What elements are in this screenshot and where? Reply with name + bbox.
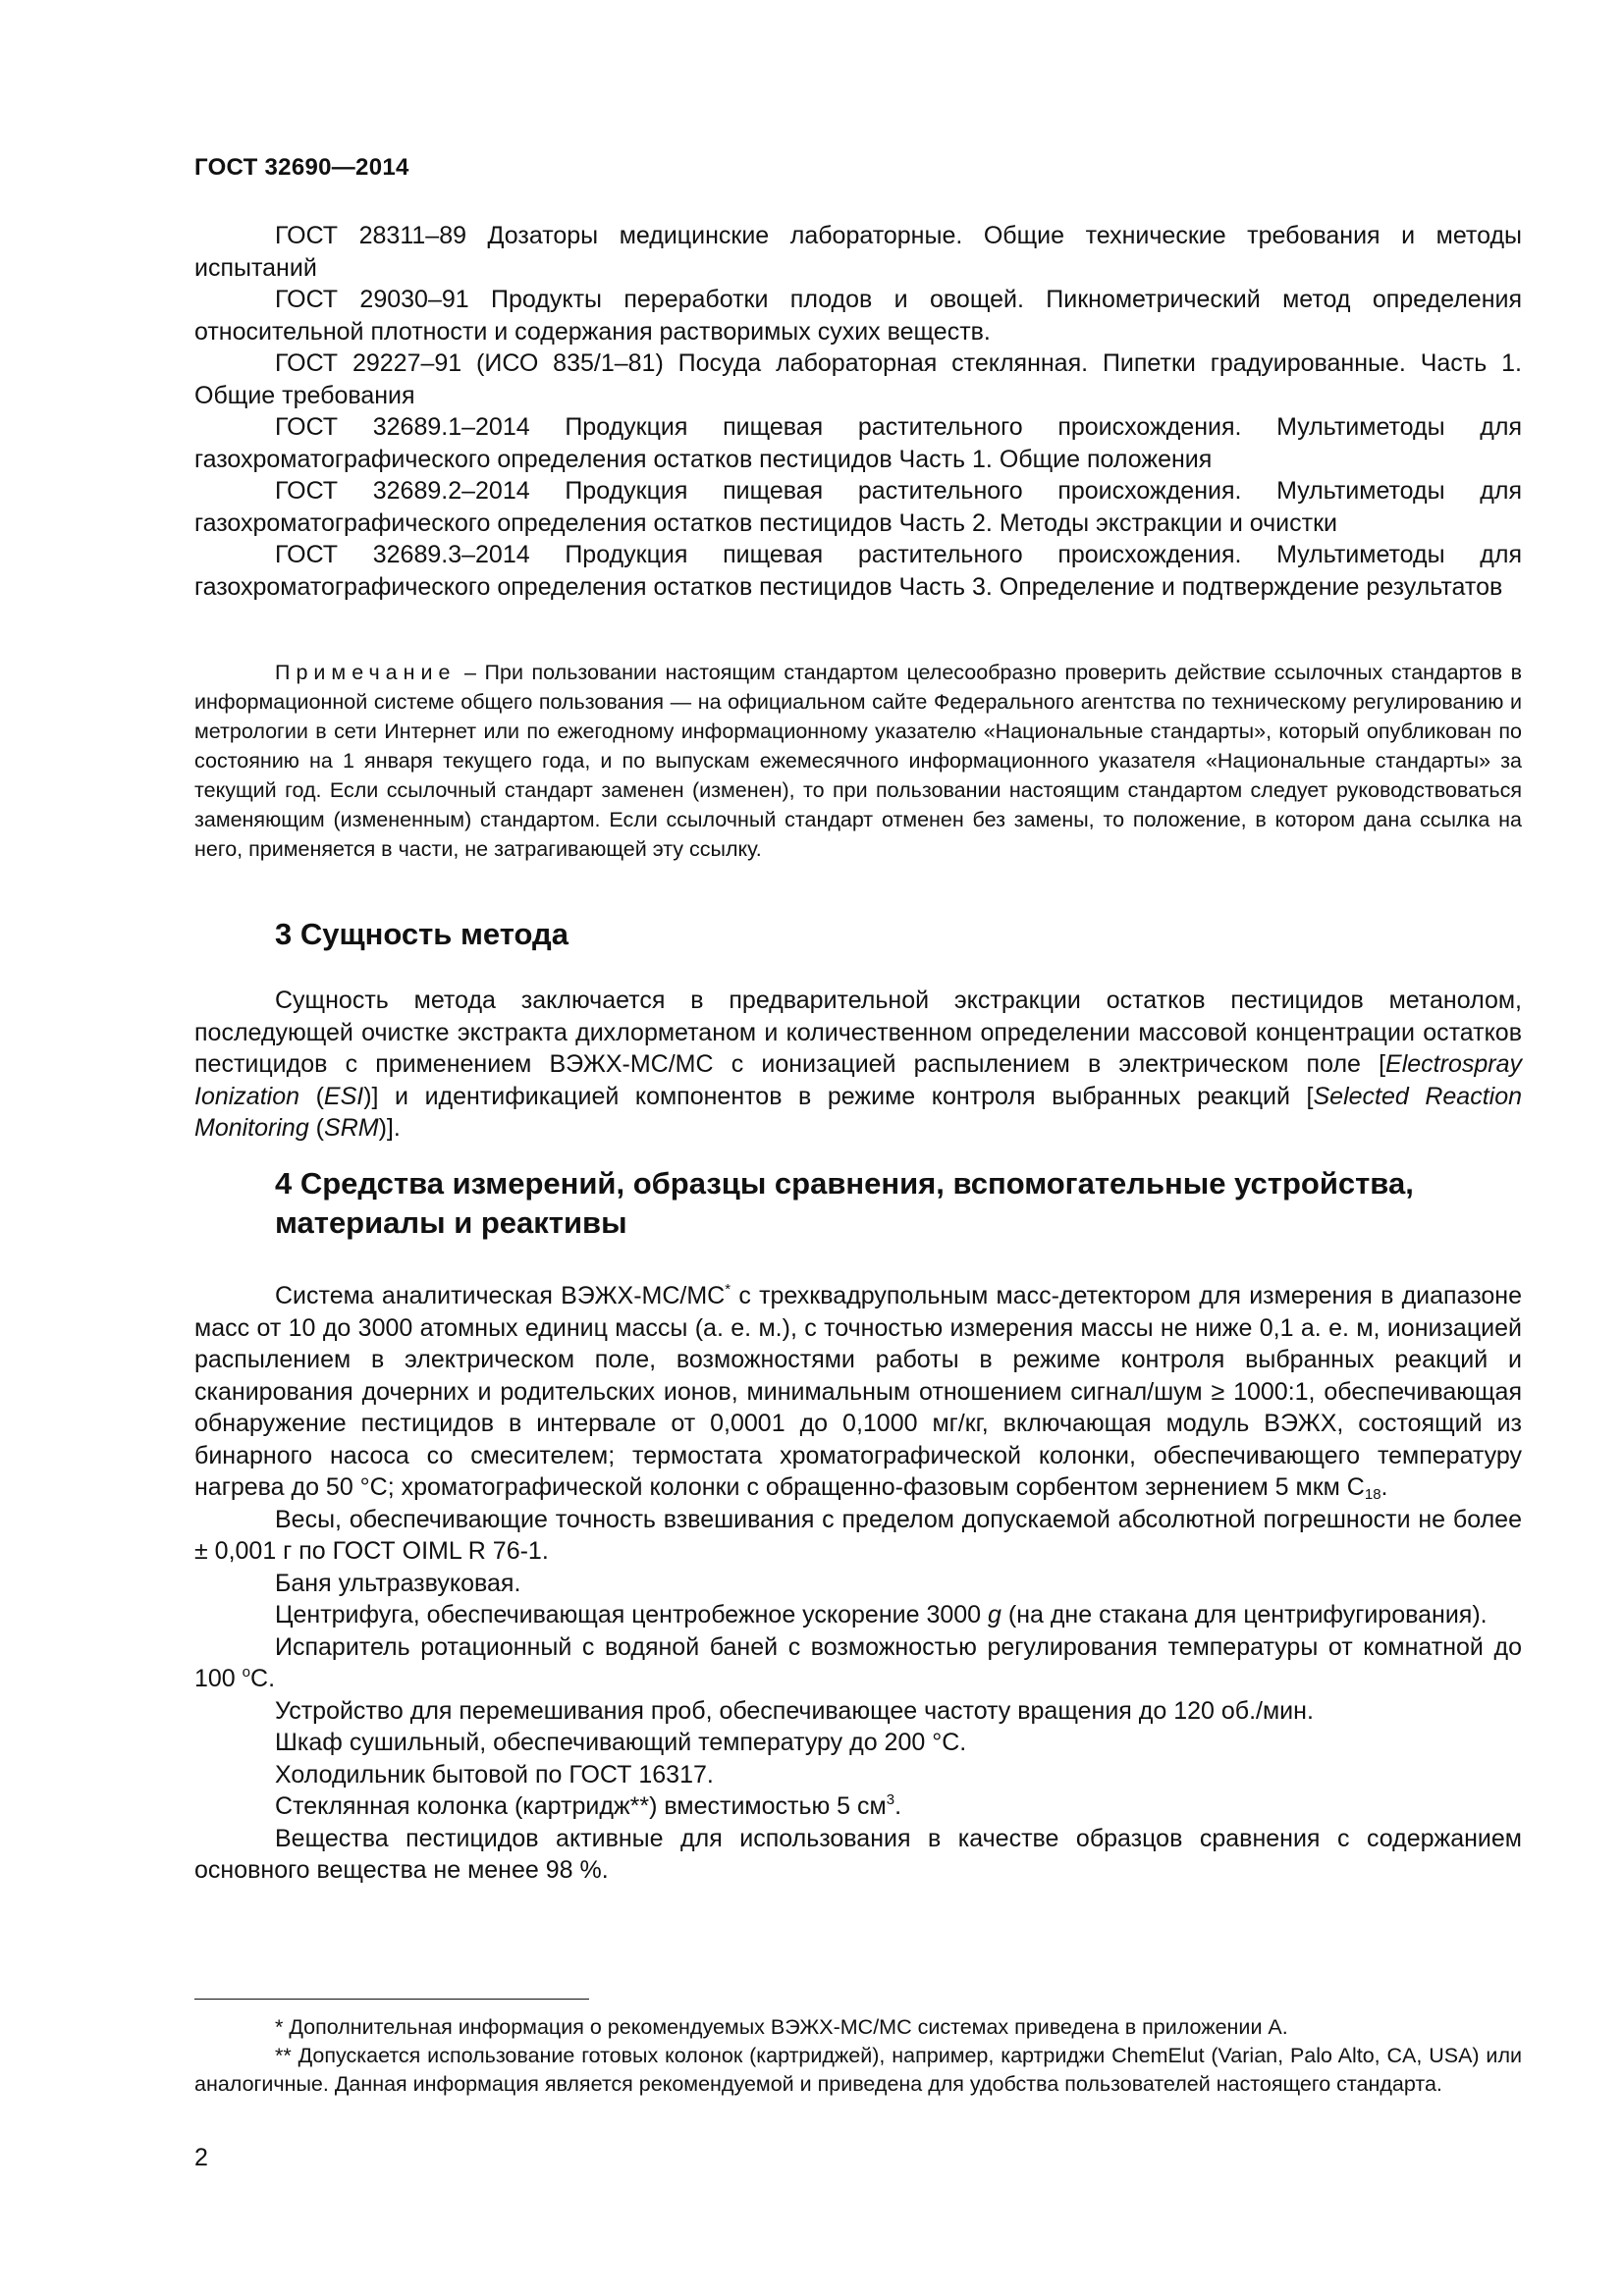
reference-item: ГОСТ 32689.1–2014 Продукция пищевая растительного происхождения. Мультиметоды для газохроматографического определения остатков пестицидов Часть 1. Общие положения — [194, 413, 1522, 473]
reference-item: ГОСТ 32689.2–2014 Продукция пищевая растительного происхождения. Мультиметоды для газохроматографического определения остатков пестицидов Часть 2. Методы экстракции и очистки — [194, 477, 1522, 537]
scales-paragraph: Весы, обеспечивающие точность взвешивания с пределом допускаемой абсолютной погрешности не более ± 0,001 г по ГОСТ OIML R 76-1. — [194, 1505, 1522, 1565]
italic-term: Selected Reaction Monitoring — [194, 1082, 1522, 1142]
italic-term: ESI — [323, 1082, 364, 1110]
reference-item: ГОСТ 29030–91 Продукты переработки плодов и овощей. Пикнометрический метод определения относительной плотности и содержания растворимых сухих веществ. — [194, 286, 1522, 346]
footnote-item: * Дополнительная информация о рекомендуемых ВЭЖХ-МС/МС системах приведена в приложении А. — [275, 2015, 1288, 2039]
evaporator-paragraph — [194, 1631, 1522, 1695]
text-run: Стеклянная колонка (картридж — [275, 1792, 630, 1820]
note-block — [194, 658, 1522, 864]
centrifuge-paragraph — [194, 1599, 1522, 1631]
text-run: . — [1380, 1473, 1388, 1501]
text-run: Сущность метода заключается в предварительной экстракции остатков пестицидов метанолом, последующей очистке экстракта дихлорметаном и количественном определении массовой концентрации остатков пестицидов с применением ВЭЖХ-МС/МС с ионизацией распылением в электрическом поле [ — [194, 987, 1522, 1078]
text-run: Испаритель ротационный с водяной баней с возможностью регулирования температуры от комнатной до 100 — [194, 1632, 1522, 1692]
section-4-body — [194, 1280, 1522, 1887]
section-3-body — [194, 985, 1522, 1145]
column-paragraph — [194, 1790, 1522, 1823]
normative-references — [194, 220, 1522, 603]
note-text: – При пользовании настоящим стандартом целесообразно проверить действие ссылочных стандартов в информационной системе общего пользования — на официальном сайте Федерального агентства по техническому регулированию и метрологии в сети Интернет или по ежегодному информационному указателю «Национальные стандарты», который опубликован по состоянию на 1 января текущего года, и по выпускам ежемесячного информационного указателя «Национальные стандарты» за текущий год. Если ссылочный стандарт заменен (изменен), то при пользовании настоящим стандартом следует руководствоваться заменяющим (измененным) стандартом. Если ссылочный стандарт отменен без замены, то положение, в котором дана ссылка на него, применяется в части, не затрагивающей эту ссылку. — [194, 661, 1522, 861]
system-paragraph — [194, 1280, 1522, 1504]
note-label: Примечание — [275, 661, 457, 684]
reference-item: ГОСТ 28311–89 Дозаторы медицинские лабораторные. Общие технические требования и методы испытаний — [194, 222, 1522, 282]
footnote-marker: * — [725, 1281, 731, 1298]
section-4-heading: 4 Средства измерений, образцы сравнения, вспомогательные устройства, материалы и реактивы — [275, 1166, 1414, 1240]
text-run: Центрифуга, обеспечивающая центробежное ускорение 3000 — [275, 1601, 989, 1629]
section-3-heading: 3 Сущность метода — [275, 917, 568, 951]
footnote-marker: ** — [629, 1792, 650, 1820]
reference-item: ГОСТ 32689.3–2014 Продукция пищевая растительного происхождения. Мультиметоды для газохроматографического определения остатков пестицидов Часть 3. Определение и подтверждение результатов — [194, 541, 1522, 601]
text-run: (на дне стакана для центрифугирования). — [1001, 1601, 1488, 1629]
superscript: 3 — [886, 1791, 895, 1808]
note-paragraph — [194, 658, 1522, 864]
text-run: )]. — [378, 1114, 401, 1142]
italic-term: SRM — [324, 1114, 379, 1142]
text-run: ( — [308, 1114, 325, 1142]
bath-paragraph: Баня ультразвуковая. — [275, 1569, 521, 1597]
footnote-divider — [194, 1999, 589, 2000]
text-run: )] и идентификацией компонентов в режиме контроля выбранных реакций [ — [363, 1082, 1314, 1110]
footnotes — [194, 2013, 1522, 2099]
oven-paragraph: Шкаф сушильный, обеспечивающий температуру до 200 °С. — [275, 1729, 967, 1756]
text-run: . — [894, 1792, 902, 1820]
substances-paragraph: Вещества пестицидов активные для использования в качестве образцов сравнения с содержанием основного вещества не менее 98 %. — [194, 1824, 1522, 1884]
text-run: С. — [250, 1665, 276, 1692]
superscript: о — [242, 1664, 251, 1681]
italic-term: g — [988, 1601, 1001, 1629]
text-run: ( — [299, 1082, 324, 1110]
mixer-paragraph: Устройство для перемешивания проб, обеспечивающее частоту вращения до 120 об./мин. — [275, 1696, 1314, 1725]
italic-term: Electrospray Ionization — [194, 1050, 1522, 1110]
subscript: 18 — [1364, 1486, 1381, 1503]
section-3-paragraph — [194, 985, 1522, 1145]
page-number: 2 — [194, 2144, 208, 2171]
text-run: с трехквадрупольным масс-детектором для измерения в диапазоне масс от 10 до 3000 атомных единиц массы (а. е. м.), с точностью измерения массы не ниже 0,1 а. е. м, ионизацией распылением в электрическом поле, возможностями работы в режиме контроля выбранных реакций и сканирования дочерних и родительских ионов, минимальным отношением сигнал/шум ≥ 1000:1, обеспечивающая обнаружение пестицидов в интервале от 0,0001 до 0,1000 мг/кг, включающая модуль ВЭЖХ, состоящий из бинарного насоса со смесителем; термостата хроматографической колонки, обеспечивающего температуру нагрева до 50 °С; хроматографической колонки с обращенно-фазовым сорбентом зернением 5 мкм С — [194, 1282, 1523, 1501]
fridge-paragraph: Холодильник бытовой по ГОСТ 16317. — [275, 1760, 714, 1789]
document-header: ГОСТ 32690—2014 — [194, 154, 409, 181]
reference-item: ГОСТ 29227–91 (ИСО 835/1–81) Посуда лабораторная стеклянная. Пипетки градуированные. Часть 1. Общие требования — [194, 349, 1522, 409]
text-run: ) вместимостью 5 см — [649, 1792, 887, 1820]
footnote-item: ** Допускается использование готовых колонок (картриджей), например, картриджи ChemElut (Varian, Palo Alto, CA, USA) или аналогичные. Данная информация является рекомендуемой и приведена для удобства пользователей настоящего стандарта. — [194, 2044, 1522, 2096]
text-run: Система аналитическая ВЭЖХ-МС/МС — [275, 1282, 726, 1309]
